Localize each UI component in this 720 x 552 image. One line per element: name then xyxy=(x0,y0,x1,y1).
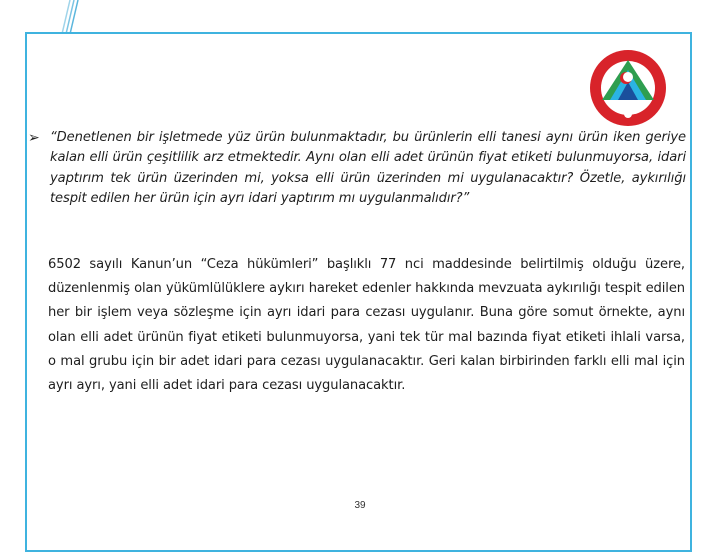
arrow-bullet-icon: ➢ xyxy=(28,130,40,146)
page-number: 39 xyxy=(354,500,366,511)
decorative-stripes xyxy=(56,0,86,34)
ministry-logo xyxy=(588,48,668,128)
question-text: “Denetlenen bir işletmede yüz ürün bulunmaktadır, bu ürünlerin elli tanesi aynı ürün iken geriye kalan elli ürün çeşitlilik arz etmektedir. Aynı olan elli adet ürünün fiyat etiketi bulunmuyorsa, idari yaptırım tek ürün üzerinden mi, yoksa elli ürün üzerinden mi uygulanacaktır? Özetle, aykırılığı tespit edilen her ürün için ayrı idari yaptırım mı uygulanmalıdır?” xyxy=(50,130,686,207)
answer-text: 6502 sayılı Kanun’un “Ceza hükümleri” başlıklı 77 nci maddesinde belirtilmiş olduğu üzere, düzenlenmiş olan yükümlülüklere aykırı hareket edenler hakkında mevzuata aykırılığı tespit edilen her bir işlem veya sözleşme için ayrı idari para cezası uygulanır. Buna göre somut örnekte, aynı olan elli adet ürünün fiyat etiketi bulunmuyorsa, yani tek tür mal bazında fiyat etiketi ihlali varsa, o mal grubu için bir adet idari para cezası uygulanacaktır. Geri kalan birbirinden farklı elli mal için ayrı ayrı, yani elli adet idari para cezası uygulanacaktır. xyxy=(48,257,685,394)
